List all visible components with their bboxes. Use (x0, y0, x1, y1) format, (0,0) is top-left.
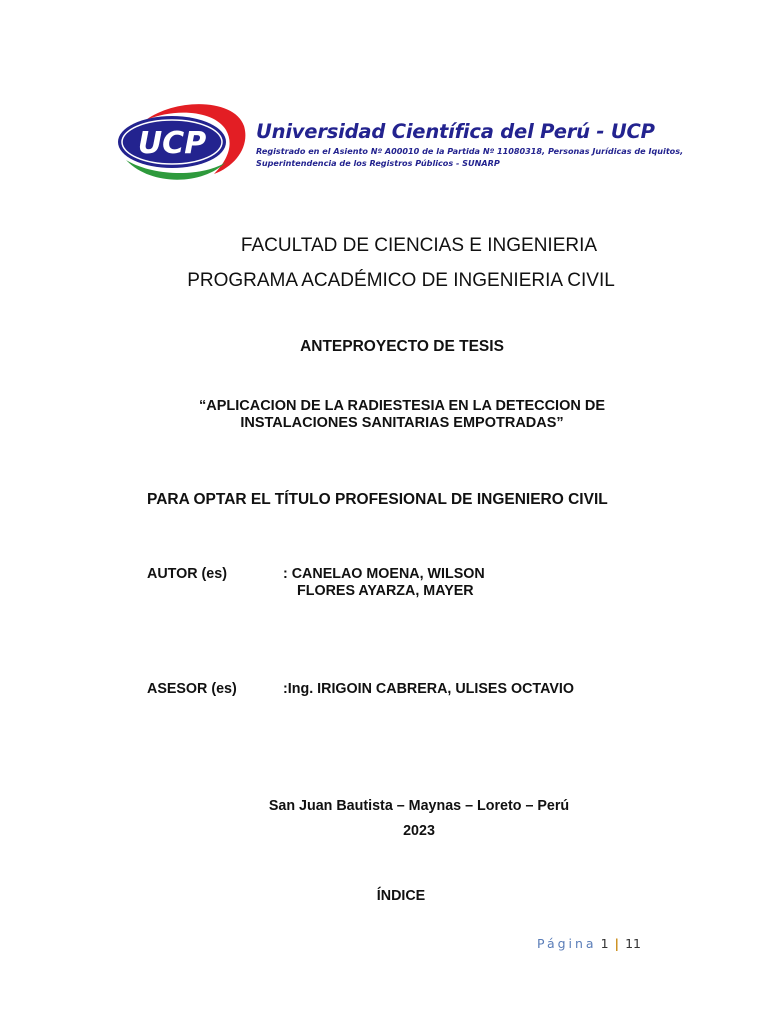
page-total: 11 (625, 936, 641, 951)
page-number: 1 (600, 936, 609, 951)
page-separator: | (614, 936, 620, 951)
logo-text: UCP (137, 126, 207, 161)
place-line: San Juan Bautista – Maynas – Loreto – Perú (268, 798, 570, 814)
registration-line-2: Superintendencia de los Registros Públicos - SUNARP (256, 158, 500, 168)
faculty-heading: FACULTAD DE CIENCIAS E INGENIERIA (240, 235, 598, 256)
index-heading: ÍNDICE (376, 888, 426, 904)
page-word: Página (536, 936, 597, 951)
authors-label: AUTOR (es) (147, 566, 227, 582)
document-type: ANTEPROYECTO DE TESIS (300, 338, 504, 355)
advisor-label: ASESOR (es) (147, 681, 237, 697)
year-line: 2023 (403, 823, 435, 839)
university-name: Universidad Científica del Perú - UCP (256, 120, 655, 143)
ucp-emblem-icon (116, 100, 248, 186)
page-footer (0, 936, 641, 951)
advisor-name: :Ing. IRIGOIN CABRERA, ULISES OCTAVIO (283, 681, 574, 697)
degree-statement: PARA OPTAR EL TÍTULO PROFESIONAL DE INGENIERO CIVIL (147, 491, 608, 508)
university-logo (116, 100, 684, 186)
author-1: : CANELAO MOENA, WILSON (283, 566, 485, 582)
author-2: FLORES AYARZA, MAYER (297, 583, 474, 599)
thesis-title: “APLICACION DE LA RADIESTESIA EN LA DETECCION DE INSTALACIONES SANITARIAS EMPOTRADAS” (198, 398, 606, 431)
university-registration (256, 145, 684, 169)
program-heading: PROGRAMA ACADÉMICO DE INGENIERIA CIVIL (187, 270, 615, 291)
registration-line-1: Registrado en el Asiento Nº A00010 de la Partida Nº 11080318, Personas Jurídicas de Iquitos, (256, 146, 684, 156)
